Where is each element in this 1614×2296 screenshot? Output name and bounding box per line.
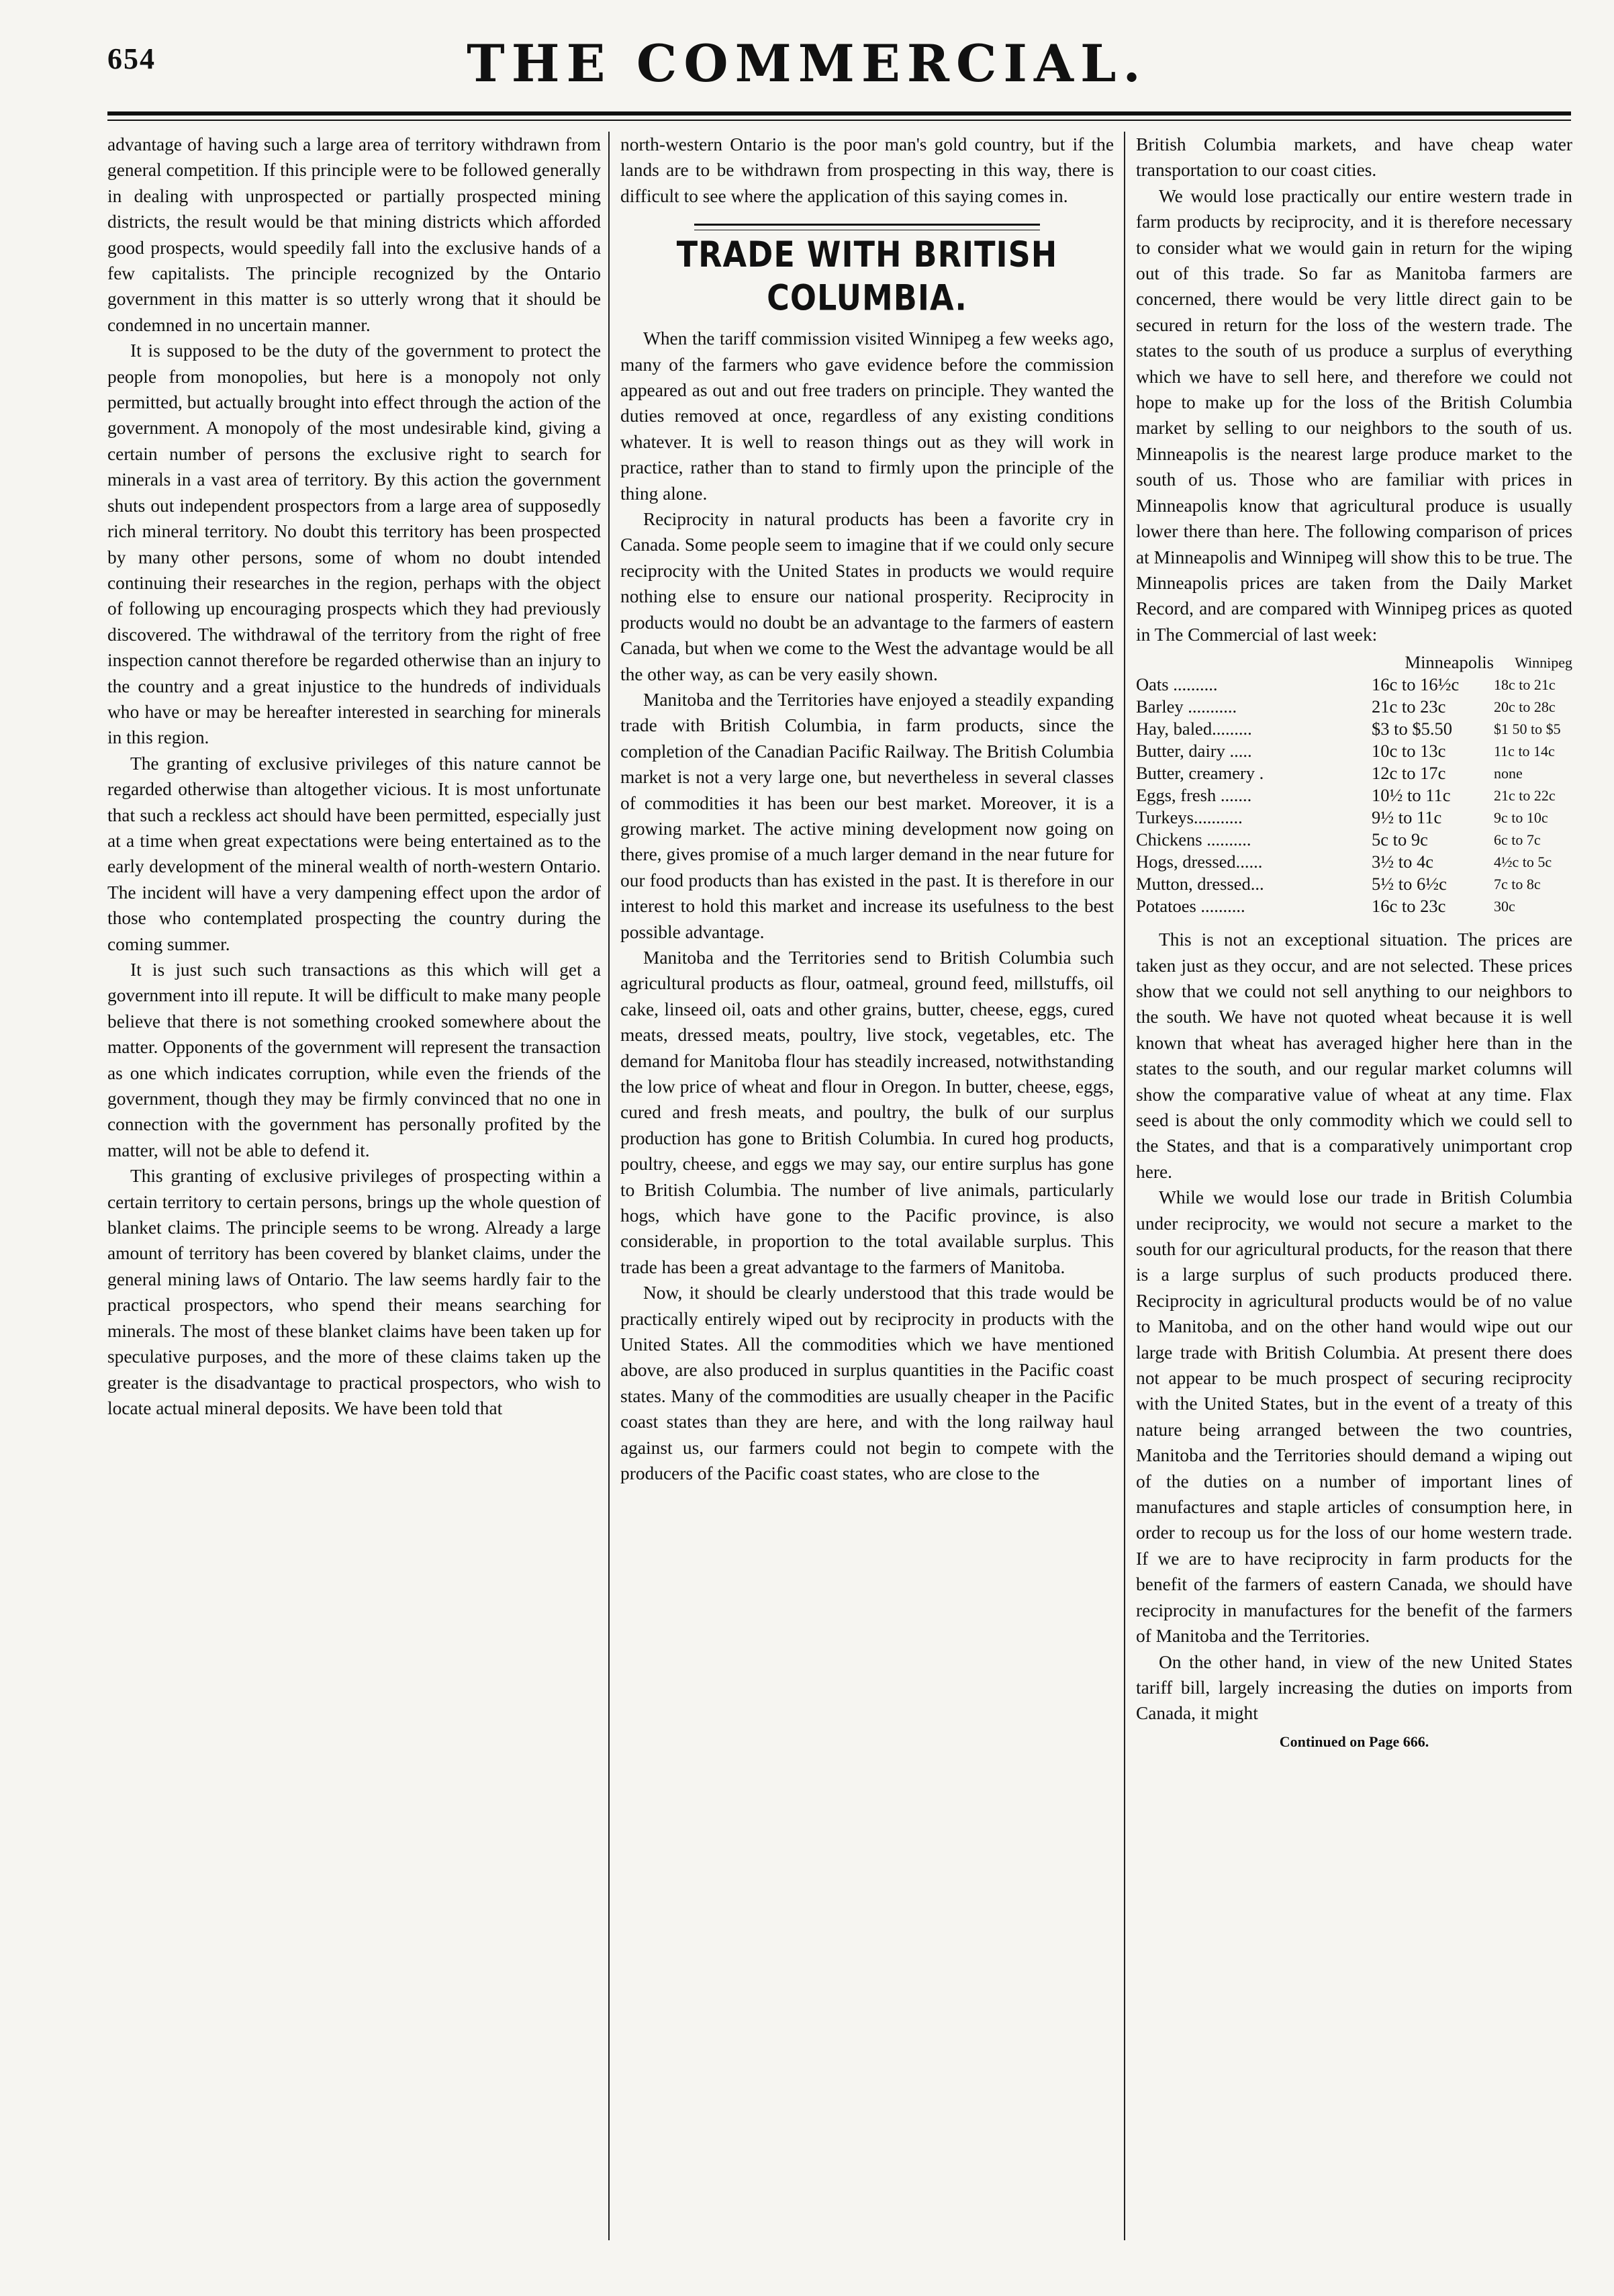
table-cell: 16c to 23c	[1372, 896, 1446, 917]
paragraph: Manitoba and the Territories send to British Columbia such agricultural products as flour, oatmeal, ground feed, millstuffs, oil cake, linseed oil, oats and other grains, butter, cheese, eggs, cured meats, dressed meats, poultry, live stock, vegetables, etc. The demand for Manitoba flour has steadily increased, notwithstanding the low price of wheat and flour in Oregon. In butter, cheese, eggs, cured and fresh meats, and poultry, the bulk of our surplus production has gone to British Columbia. In cured hog products, poultry, cheese, and eggs we may say, our entire surplus has gone to British Columbia. The number of live animals, particularly hogs, which have gone to the Pacific province, is also considerable, in proportion to the total available surplus. This trade has been a great advantage to the farmers of Manitoba.	[620, 947, 1114, 1277]
table-cell: 20c to 28c	[1494, 698, 1556, 716]
table-cell: 7c to 8c	[1494, 876, 1541, 893]
table-row	[1136, 762, 1572, 784]
table-cell: 21c to 22c	[1494, 787, 1556, 805]
table-cell: 5½ to 6½c	[1372, 874, 1447, 894]
table-cell: Mutton, dressed...	[1136, 874, 1264, 894]
table-row	[1136, 873, 1572, 895]
table-cell: Turkeys...........	[1136, 807, 1243, 828]
paragraph: north-western Ontario is the poor man's gold country, but if the lands are to be withdrawn from prospecting in this way, there is difficult to see where the application of this saying comes in.	[620, 134, 1114, 206]
column-divider	[608, 132, 610, 2240]
table-cell: 6c to 7c	[1494, 831, 1541, 849]
table-cell: 30c	[1494, 898, 1515, 915]
paragraph: Reciprocity in natural products has been a favorite cry in Canada. Some people seem to imagine that if we could only secure reciprocity with the United States in products we would require nothing else to ensure our national prosperity. Reciprocity in products would no doubt be an advantage to the farmers of eastern Canada, but when we come to the West the advantage would be all the other way, as can be very easily shown.	[620, 509, 1114, 684]
header-rule-thin	[107, 120, 1571, 121]
article-column-2	[620, 132, 1114, 1487]
masthead: THE COMMERCIAL.	[467, 34, 1147, 93]
table-cell: Butter, dairy .....	[1136, 741, 1252, 762]
paragraph: Manitoba and the Territories have enjoyed a steadily expanding trade with British Columbia, in farm products, since the completion of the Canadian Pacific Railway. The British Columbia market is not a very large one, but nevertheless in several classes of commodities it has been our best market. Moreover, it is a growing market. The active mining development now going on there, gives promise of a much larger demand in the near future for our food products than has existed in the past. It is therefore in our interest to hold this market and increase its usefulness to the best possible advantage.	[620, 689, 1114, 942]
table-row	[1136, 829, 1572, 851]
table-header: Minneapolis	[1405, 652, 1494, 673]
paragraph: We would lose practically our entire western trade in farm products by reciprocity, and it is therefore necessary to consider what we would gain in return for the wiping out of this trade. So far as Manitoba farmers are concerned, there would be very little direct gain to be secured in return for the loss of the western trade. The states to the south of us produce a surplus of everything which we have to sell here, and therefore we could not hope to make up for the loss of the British Columbia market by selling to our neighbors to the south of us. Minneapolis is the nearest large produce market to the south of us. Those who are familiar with prices in Minneapolis know that agricultural produce is usually lower there than here. The following comparison of prices at Minneapolis and Winnipeg will show this to be true. The Minneapolis prices are taken from the Daily Market Record, and are compared with Winnipeg prices as quoted in The Commercial of last week:	[1136, 185, 1572, 645]
table-cell: none	[1494, 765, 1523, 782]
table-cell: Butter, creamery .	[1136, 763, 1264, 784]
table-header: Winnipeg	[1515, 654, 1572, 672]
article-heading: TRADE WITH BRITISH COLUMBIA.	[676, 233, 1058, 319]
table-cell: 5c to 9c	[1372, 829, 1428, 850]
table-row	[1136, 807, 1572, 829]
table-cell: Oats ..........	[1136, 674, 1218, 695]
article-column-1	[107, 132, 601, 1421]
table-cell: 11c to 14c	[1494, 743, 1555, 760]
price-comparison-table	[1136, 651, 1572, 917]
table-cell: Eggs, fresh .......	[1136, 785, 1252, 806]
table-cell: 16c to 16½c	[1372, 674, 1460, 695]
table-cell: 12c to 17c	[1372, 763, 1446, 784]
table-row	[1136, 740, 1572, 762]
header-rule	[107, 111, 1571, 116]
table-cell: 3½ to 4c	[1372, 852, 1433, 872]
continued-note: Continued on Page 666.	[1279, 1733, 1429, 1750]
table-row	[1136, 718, 1572, 740]
paragraph: It is just such such transactions as this which will get a government into ill repute. It will be difficult to make many people believe that there is not something crooked somewhere about the matter. Opponents of the government will represent the transaction as one which indicates corruption, while even the friends of the government, though they may be firmly convinced that no one in connection with the government has personally profited by the matter, will not be able to defend it.	[107, 960, 601, 1160]
table-row	[1136, 784, 1572, 807]
table-cell: 21c to 23c	[1372, 696, 1446, 717]
table-cell: Hay, baled.........	[1136, 719, 1252, 739]
paragraph: It is supposed to be the duty of the government to protect the people from monopolies, but here is a monopoly not only permitted, but actually brought into effect through the action of the government. A monopoly of the most undesirable kind, giving a certain number of persons the exclusive right to search for minerals in a vast area of territory. By this action the government shuts out independent prospectors from a large area of supposedly rich mineral territory. No doubt this territory has been prospected by many other persons, some of whom no doubt intended continuing their researches in the region, perhaps with the object of following up encouraging prospects which they had previously discovered. The withdrawal of the territory from the right of free inspection cannot therefore be regarded otherwise than an injury to the country and a great injustice to the hundreds of individuals who have or may be hereafter interested in searching for minerals in this region.	[107, 340, 601, 748]
paragraph: On the other hand, in view of the new United States tariff bill, largely increasing the duties on imports from Canada, it might	[1136, 1651, 1572, 1724]
table-cell: Barley ...........	[1136, 696, 1237, 717]
paragraph: The granting of exclusive privileges of this nature cannot be regarded otherwise than altogether vicious. It is most unfortunate that such a reckless act should have been permitted, especially just at a time when great expectations were being entertained as to the early development of the mineral wealth of north-western Ontario. The incident will have a very dampening effect upon the ardor of those who contemplated prospecting the country during the coming summer.	[107, 753, 601, 954]
section-rule	[694, 224, 1040, 226]
table-header	[1136, 651, 1372, 674]
column-divider	[1124, 132, 1125, 2240]
paragraph: When the tariff commission visited Winnipeg a few weeks ago, many of the farmers who gave evidence before the commission appeared as out and out free traders on principle. They wanted the duties removed at once, regardless of any existing conditions whatever. It is well to reason things out as they will work in practice, rather than to stand to firmly upon the principle of the thing alone.	[620, 328, 1114, 504]
table-cell: Potatoes ..........	[1136, 896, 1245, 917]
paragraph: This granting of exclusive privileges of prospecting within a certain territory to certain persons, brings up the whole question of blanket claims. The principle seems to be wrong. Already a large amount of territory has been covered by blanket claims, under the general mining laws of Ontario. The law seems hardly fair to the practical prospectors, who spend their means searching for minerals. The most of these blanket claims have been taken up for speculative purposes, and the more of these claims taken up the greater is the disadvantage to practical prospectors, who wish to locate actual mineral deposits. We have been told that	[107, 1166, 601, 1418]
paragraph: While we would lose our trade in British Columbia under reciprocity, we would not secure a market to the south for our agricultural products, for the reason that there is a large surplus of such products produced there. Reciprocity in agricultural products would be of no value to Manitoba, and on the other hand would wipe out our large trade with British Columbia. At present there does not appear to be much prospect of securing reciprocity with the United States, but in the event of a treaty of this nature being arranged between the two countries, Manitoba and the Territories should demand a wiping out of the duties on a number of important lines of manufactures and staple articles of consumption here, in order to recoup us for the loss of our home western trade. If we are to have reciprocity in farm products for the benefit of the farmers of eastern Canada, we should have reciprocity in manufactures for the benefit of the farmers of Manitoba and the Territories.	[1136, 1187, 1572, 1647]
table-cell: $3 to $5.50	[1372, 719, 1452, 739]
paragraph: Now, it should be clearly understood that this trade would be practically entirely wiped out by reciprocity in products with the United States. All the commodities which we have mentioned above, are also produced in surplus quantities in the Pacific coast states. Many of the commodities are usually cheaper in the Pacific coast states than they are here, and with the long railway haul against us, our farmers could not begin to compete with the producers of the Pacific coast states, who are close to the	[620, 1283, 1114, 1484]
page-number: 654	[107, 42, 156, 75]
table-cell: Chickens ..........	[1136, 829, 1251, 850]
table-row	[1136, 851, 1572, 873]
table-cell: 10½ to 11c	[1372, 785, 1451, 806]
table-cell: $1 50 to $5	[1494, 721, 1561, 738]
paragraph: This is not an exceptional situation. The prices are taken just as they occur, and are not selected. These prices show that we could not sell anything to our neighbors to the south. We have not quoted wheat because it is well known that wheat has averaged higher here than in the states to the south, and our regular market columns will show the comparative value of wheat at any time. Flax seed is about the only commodity which we could sell to the States, and that is a comparatively unimportant crop here.	[1136, 929, 1572, 1182]
table-cell: Hogs, dressed......	[1136, 852, 1263, 872]
paragraph: British Columbia markets, and have cheap water transportation to our coast cities.	[1136, 134, 1572, 181]
table-row	[1136, 674, 1572, 696]
table-cell: 9c to 10c	[1494, 809, 1548, 827]
table-cell: 9½ to 11c	[1372, 807, 1442, 828]
paragraph: advantage of having such a large area of territory withdrawn from general competition. If this principle were to be followed generally in dealing with unprospected or partially prospected mining districts, the result would be that mining districts which afforded good prospects, would speedily fall into the exclusive hands of a few capitalists. The principle recognized by the Ontario government in this matter is so utterly wrong that it should be condemned in no uncertain manner.	[107, 134, 601, 335]
table-cell: 10c to 13c	[1372, 741, 1446, 762]
article-column-3	[1136, 132, 1572, 1755]
table-row	[1136, 696, 1572, 718]
table-cell: 18c to 21c	[1494, 676, 1556, 694]
table-cell: 4½c to 5c	[1494, 854, 1552, 871]
table-header-row	[1136, 651, 1572, 674]
table-row	[1136, 895, 1572, 917]
